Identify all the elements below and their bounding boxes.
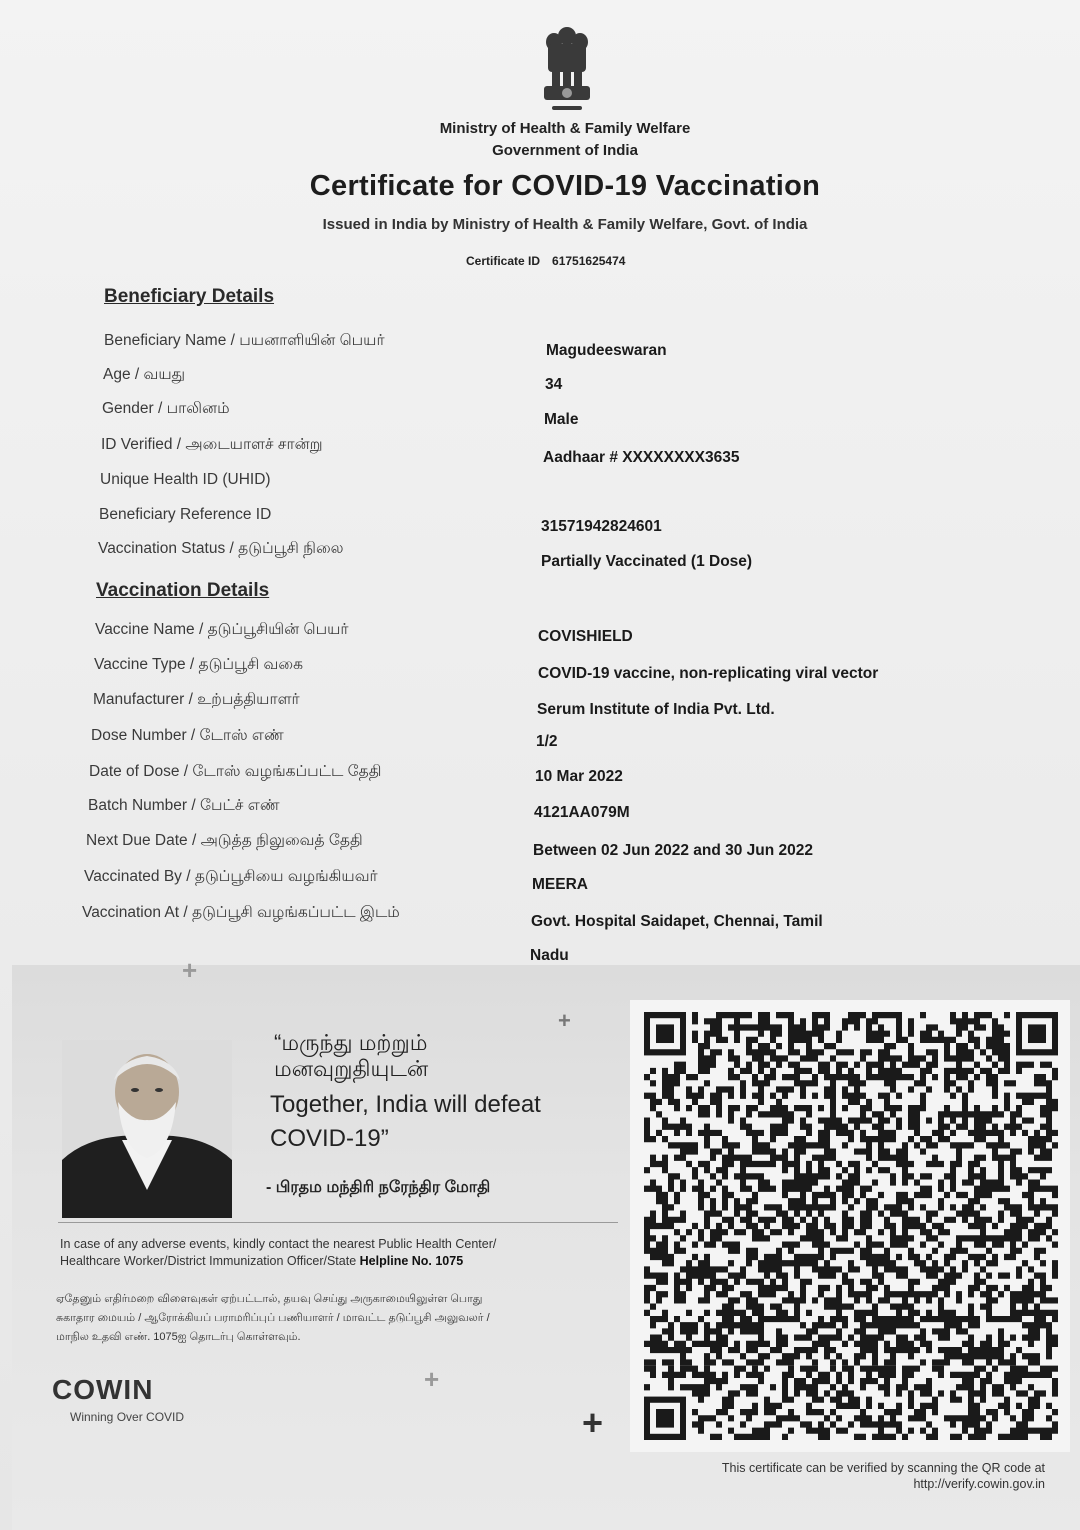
verification-note [640,1460,1045,1492]
plus-decoration-icon: + [582,1402,604,1443]
uhid-label: Unique Health ID (UHID) [100,471,271,488]
vaccination-at-value: Govt. Hospital Saidapet, Chennai, Tamil [531,913,823,930]
manufacturer-value: Serum Institute of India Pvt. Ltd. [537,701,775,718]
cowin-tagline: Winning Over COVID [70,1410,185,1424]
quote-attribution: - பிரதம மந்திரி நரேந்திர மோதி [266,1179,491,1196]
quote-english-line2: COVID-19” [270,1125,389,1152]
id-verified-value: Aadhaar # XXXXXXXX3635 [543,449,740,466]
vaccination-status-label: Vaccination Status / தடுப்பூசி நிலை [98,540,344,557]
adverse-tamil-line1: ஏதேனும் எதிர்மறை விளைவுகள் ஏற்பட்டால், தயவு செய்து அருகாமையிலுள்ள பொது [56,1293,483,1305]
quote-tamil [274,1030,604,1082]
ministry-name: Ministry of Health & Family Welfare [439,120,691,137]
certificate-id [466,254,625,268]
vaccine-type-label: Vaccine Type / தடுப்பூசி வகை [94,656,303,673]
adverse-events-note-tamil [56,1290,596,1347]
quote-english [270,1088,610,1156]
dose-number-label: Dose Number / டோஸ் எண் [91,727,284,744]
certificate-id-value: 61751625474 [552,254,626,268]
portrait-image [62,1040,232,1218]
date-of-dose-value: 10 Mar 2022 [535,768,623,785]
certificate-title: Certificate for COVID-19 Vaccination [309,170,821,202]
adverse-tamil-line3: மாநில உதவி எண். 1075ஐ தொடர்பு கொள்ளவும். [56,1331,301,1343]
plus-decoration-icon: + [424,1364,440,1394]
quote-english-line1: Together, India will defeat [270,1091,541,1118]
beneficiary-section-title: Beneficiary Details [104,286,275,307]
adverse-events-note [60,1236,620,1270]
national-emblem-icon [536,22,598,120]
id-verified-label: ID Verified / அடையாளச் சான்று [101,436,323,453]
vaccine-name-label: Vaccine Name / தடுப்பூசியின் பெயர் [95,621,349,638]
date-of-dose-label: Date of Dose / டோஸ் வழங்கப்பட்ட தேதி [89,763,382,780]
vaccine-name-value: COVISHIELD [538,628,633,645]
issued-by: Issued in India by Ministry of Health & Family Welfare, Govt. of India [322,216,808,233]
quote-tamil-line1: “மருந்து மற்றும் [274,1030,428,1055]
beneficiary-reference-id-value: 31571942824601 [541,518,662,535]
vaccinated-by-label: Vaccinated By / தடுப்பூசியை வழங்கியவர் [84,868,378,885]
adverse-line2 [60,1253,620,1270]
adverse-line1: In case of any adverse events, kindly contact the nearest Public Health Center/ [60,1237,497,1251]
adverse-tamil-line2: சுகாதார மையம் / ஆரோக்கியப் பராமரிப்புப் பணியாளர் / மாவட்ட தடுப்பூசி அலுவலர் / [56,1312,490,1324]
dose-number-value: 1/2 [536,733,558,750]
gender-label: Gender / பாலினம் [102,400,230,417]
vaccination-section-title: Vaccination Details [96,580,270,601]
certificate-id-label: Certificate ID [466,254,541,268]
vaccinated-by-value: MEERA [532,876,588,893]
vaccination-at-value-line2: Nadu [530,947,569,964]
batch-number-value: 4121AA079M [534,804,630,821]
divider [58,1222,618,1223]
plus-decoration-icon: + [182,955,198,985]
verify-line1: This certificate can be verified by scanning the QR code at [721,1461,1045,1475]
beneficiary-reference-id-label: Beneficiary Reference ID [99,506,272,523]
verify-url: http://verify.cowin.gov.in [913,1477,1045,1491]
quote-tamil-line2: மனவுறுதியுடன் [274,1056,429,1081]
gender-value: Male [544,411,579,428]
age-value: 34 [545,376,563,393]
vaccination-at-label: Vaccination At / தடுப்பூசி வழங்கப்பட்ட இடம் [82,904,400,921]
qr-code[interactable] [644,1012,1058,1440]
government-name: Government of India [492,142,638,159]
adverse-line2-text: Healthcare Worker/District Immunization Officer/State [60,1254,357,1268]
age-label: Age / வயது [103,366,186,383]
helpline-number: Helpline No. 1075 [359,1254,464,1268]
next-due-date-label: Next Due Date / அடுத்த நிலுவைத் தேதி [86,832,363,849]
beneficiary-name-label: Beneficiary Name / பயனாளியின் பெயர் [104,332,385,349]
batch-number-label: Batch Number / பேட்ச் எண் [88,797,280,814]
cowin-logo: COWIN [52,1374,154,1405]
plus-decoration-icon: + [558,1008,571,1033]
vaccine-type-value: COVID-19 vaccine, non-replicating viral vector [538,665,879,682]
beneficiary-name-value: Magudeeswaran [546,342,667,359]
next-due-date-value: Between 02 Jun 2022 and 30 Jun 2022 [533,842,813,859]
vaccination-status-value: Partially Vaccinated (1 Dose) [541,553,753,570]
manufacturer-label: Manufacturer / உற்பத்தியாளர் [93,691,300,708]
